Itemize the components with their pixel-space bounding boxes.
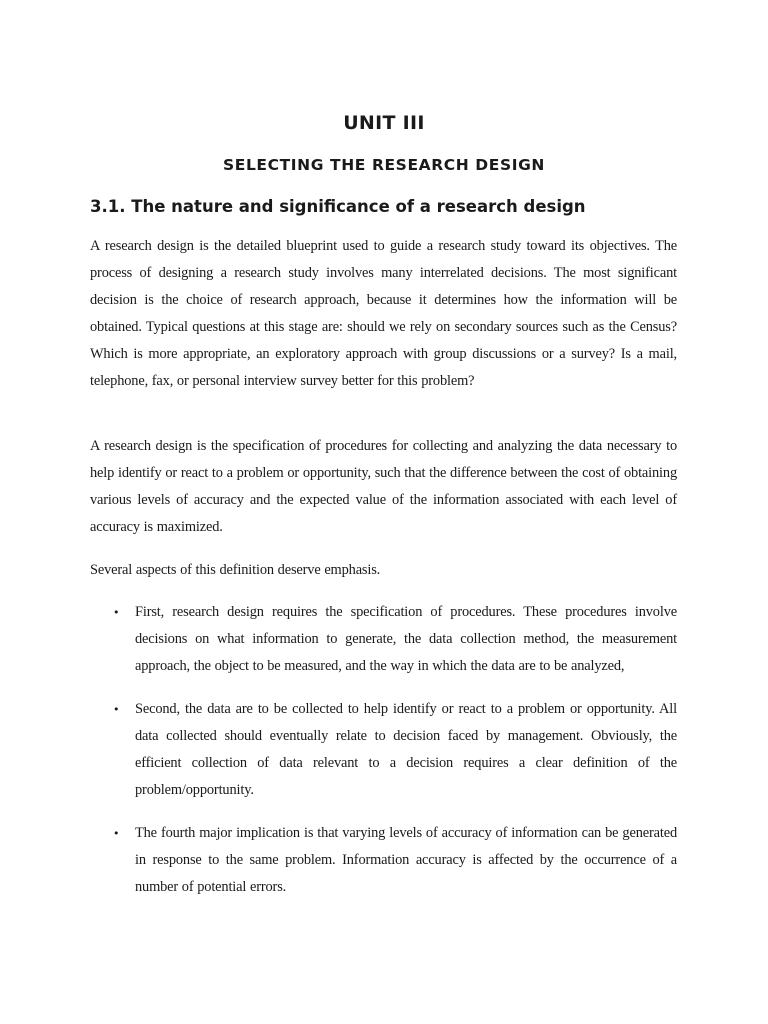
paragraph-aspects-intro: Several aspects of this definition deserve emphasis. <box>90 562 381 578</box>
chapter-title: SELECTING THE RESEARCH DESIGN <box>223 156 545 174</box>
bullet-icon: • <box>113 606 120 619</box>
bullet-icon: • <box>113 703 120 716</box>
list-item-text: Second, the data are to be collected to help identify or react to a problem or opportunity. All data collected should eventually relate to decision faced by management. Obviously, the efficient collection of data relevant to a decision requires a clear definition of the problem/opportunity. <box>135 701 677 798</box>
section-heading: 3.1. The nature and significance of a research design <box>90 197 586 216</box>
paragraph-research-design-definition: A research design is the specification of procedures for collecting and analyzing the data necessary to help identify or react to a problem or opportunity, such that the difference between the cost of obtaining various levels of accuracy and the expected value of the information associated with each level of accuracy is maximized. <box>90 438 677 535</box>
unit-title: UNIT III <box>343 112 425 134</box>
bullet-icon: • <box>113 827 120 840</box>
list-item-text: The fourth major implication is that varying levels of accuracy of information can be generated in response to the same problem. Information accuracy is affected by the occurrence of a number of potential errors. <box>135 825 677 895</box>
list-item-text: First, research design requires the specification of procedures. These procedures involve decisions on what information to generate, the data collection method, the measurement approach, the object to be measured, and the way in which the data are to be analyzed, <box>135 604 677 674</box>
paragraph-research-design-blueprint: A research design is the detailed blueprint used to guide a research study toward its objectives. The process of designing a research study involves many interrelated decisions. The most significant decision is the choice of research approach, because it determines how the information will be obtained. Typical questions at this stage are: should we rely on secondary sources such as the Census? Which is more appropriate, an exploratory approach with group discussions or a survey? Is a mail, telephone, fax, or personal interview survey better for this problem? <box>90 238 677 389</box>
